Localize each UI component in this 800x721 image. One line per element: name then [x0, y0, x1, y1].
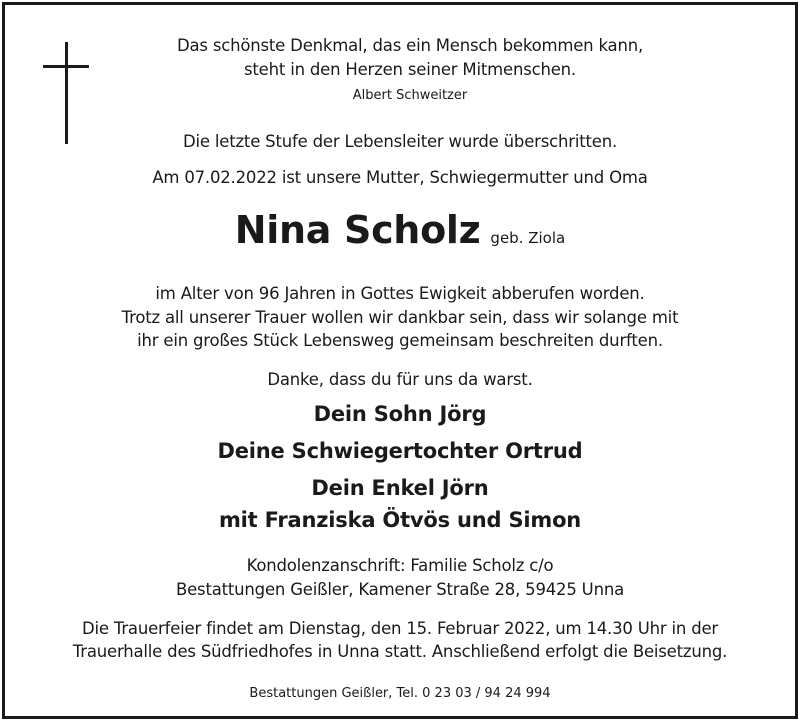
message-line-3: ihr ein großes Stück Lebensweg gemeinsam beschreiten durften. [137, 331, 663, 350]
ceremony-line-2: Trauerhalle des Südfriedhofes in Unna statt. Anschließend erfolgt die Beisetzung. [72, 642, 728, 661]
mourner-daughter-in-law: Deine Schwiegertochter Ortrud [217, 439, 583, 463]
obituary-frame [2, 2, 798, 719]
deceased-name-line [0, 208, 800, 252]
deceased-name: Nina Scholz [234, 208, 481, 252]
quote-line-1: Das schönste Denkmal, das ein Mensch bekommen kann, [176, 36, 644, 55]
funeral-home-contact: Bestattungen Geißler, Tel. 0 23 03 / 94 24 994 [249, 686, 551, 701]
message-line-2: Trotz all unserer Trauer wollen wir dankbar sein, dass wir solange mit [121, 308, 679, 327]
quote-line-2: steht in den Herzen seiner Mitmenschen. [244, 60, 576, 79]
condolence-line-2: Bestattungen Geißler, Kamener Straße 28, 59425 Unna [175, 580, 624, 599]
birth-name: geb. Ziola [490, 229, 566, 247]
mourner-grandson: Dein Enkel Jörn [311, 476, 489, 500]
message-line-1: im Alter von 96 Jahren in Gottes Ewigkeit abberufen worden. [155, 284, 645, 303]
intro-line-1: Die letzte Stufe der Lebensleiter wurde überschritten. [182, 132, 618, 151]
mourner-companions: mit Franziska Ötvös und Simon [218, 508, 582, 532]
ceremony-line-1: Die Trauerfeier findet am Dienstag, den 15. Februar 2022, um 14.30 Uhr in der [81, 619, 718, 638]
condolence-line-1: Kondolenzanschrift: Familie Scholz c/o [246, 556, 554, 575]
intro-line-2: Am 07.02.2022 ist unsere Mutter, Schwiegermutter und Oma [152, 168, 648, 187]
thanks-line: Danke, dass du für uns da warst. [267, 370, 533, 389]
quote-author: Albert Schweitzer [352, 88, 468, 103]
mourner-son: Dein Sohn Jörg [313, 402, 487, 426]
